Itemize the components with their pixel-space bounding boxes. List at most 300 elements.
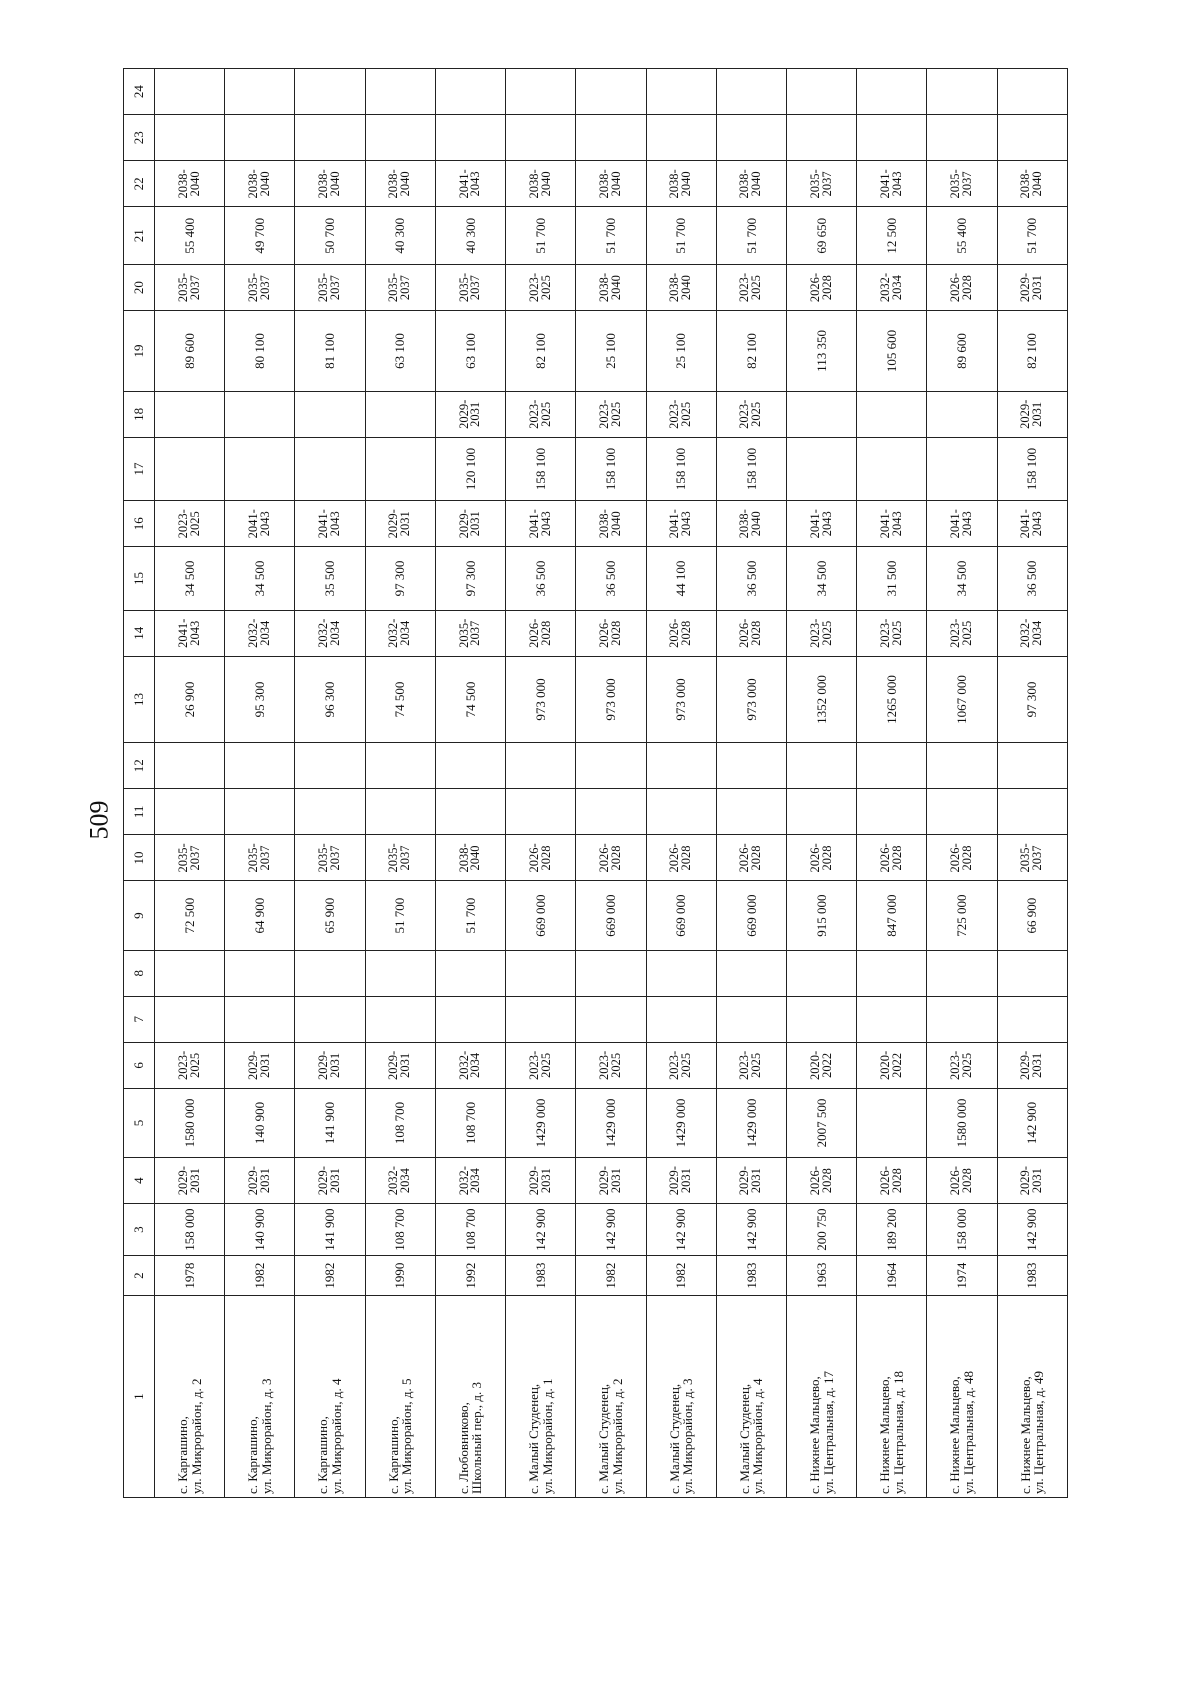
table-cell (225, 743, 295, 789)
table-cell: 2029- 2031 (576, 1158, 646, 1204)
table-cell: 2041- 2043 (786, 501, 856, 547)
table-cell: 2035- 2037 (927, 161, 997, 207)
column-header: 10 (124, 835, 155, 881)
address-cell: с. Каргашино, ул. Микрорайон, д. 3 (225, 1296, 295, 1498)
table-cell: 2035- 2037 (295, 835, 365, 881)
table-cell (295, 391, 365, 437)
table-cell: 35 500 (295, 547, 365, 610)
table-cell (155, 950, 225, 996)
table-cell: 66 900 (997, 881, 1067, 950)
address-cell: с. Каргашино, ул. Микрорайон, д. 4 (295, 1296, 365, 1498)
address-cell: с. Малый Студенец, ул. Микрорайон, д. 1 (506, 1296, 576, 1498)
table-cell: 158 100 (716, 437, 786, 500)
table-cell (365, 115, 435, 161)
table-cell: 2026- 2028 (927, 265, 997, 311)
table-cell: 36 500 (716, 547, 786, 610)
table-cell: 2029- 2031 (997, 265, 1067, 311)
address-cell: с. Малый Студенец, ул. Микрорайон, д. 2 (576, 1296, 646, 1498)
table-container (123, 68, 1200, 1494)
table-cell: 82 100 (716, 311, 786, 392)
table-cell: 2026- 2028 (927, 1158, 997, 1204)
table-cell: 2023- 2025 (927, 1042, 997, 1088)
table-cell (155, 437, 225, 500)
table-cell (295, 437, 365, 500)
table-cell: 65 900 (295, 881, 365, 950)
table-cell: 2023- 2025 (786, 610, 856, 656)
table-cell (155, 391, 225, 437)
table-cell (225, 996, 295, 1042)
table-cell: 82 100 (506, 311, 576, 392)
table-cell: 1982 (295, 1256, 365, 1296)
table-cell: 51 700 (997, 207, 1067, 265)
table-cell: 2023- 2025 (506, 391, 576, 437)
table-cell: 51 700 (365, 881, 435, 950)
table-cell: 1978 (155, 1256, 225, 1296)
table-cell: 1429 000 (506, 1088, 576, 1157)
table-cell: 2029- 2031 (435, 501, 505, 547)
table-row (435, 69, 505, 1498)
table-cell: 2026- 2028 (927, 835, 997, 881)
address-cell: с. Любовниково, Школьный пер., д. 3 (435, 1296, 505, 1498)
table-cell: 82 100 (997, 311, 1067, 392)
table-cell: 1580 000 (155, 1088, 225, 1157)
table-cell (435, 69, 505, 115)
table-cell (786, 996, 856, 1042)
table-cell: 2029- 2031 (295, 1158, 365, 1204)
table-cell: 2038- 2040 (365, 161, 435, 207)
table-row (716, 69, 786, 1498)
table-cell: 1990 (365, 1256, 435, 1296)
table-cell: 2041- 2043 (506, 501, 576, 547)
table-cell: 2023- 2025 (716, 265, 786, 311)
table-cell: 2026- 2028 (716, 835, 786, 881)
column-header: 18 (124, 391, 155, 437)
table-cell: 49 700 (225, 207, 295, 265)
table-cell: 2038- 2040 (576, 161, 646, 207)
column-header: 17 (124, 437, 155, 500)
table-cell: 34 500 (155, 547, 225, 610)
table-cell: 2029- 2031 (997, 391, 1067, 437)
table-cell: 2023- 2025 (506, 1042, 576, 1088)
table-cell (786, 437, 856, 500)
table-cell: 1992 (435, 1256, 505, 1296)
table-cell: 31 500 (857, 547, 927, 610)
table-cell: 2035- 2037 (435, 265, 505, 311)
table-cell: 108 700 (435, 1088, 505, 1157)
table-cell: 40 300 (365, 207, 435, 265)
table-cell: 25 100 (646, 311, 716, 392)
table-cell (155, 743, 225, 789)
table-row (155, 69, 225, 1498)
table-cell (295, 115, 365, 161)
table-cell: 2041- 2043 (295, 501, 365, 547)
table-cell (225, 115, 295, 161)
table-cell: 1580 000 (927, 1088, 997, 1157)
data-table (123, 68, 1068, 1498)
table-cell (857, 69, 927, 115)
table-cell: 113 350 (786, 311, 856, 392)
table-cell: 973 000 (506, 656, 576, 742)
table-cell: 120 100 (435, 437, 505, 500)
table-cell: 2038- 2040 (225, 161, 295, 207)
table-row (927, 69, 997, 1498)
table-cell: 2041- 2043 (997, 501, 1067, 547)
table-cell: 51 700 (435, 881, 505, 950)
table-cell: 26 900 (155, 656, 225, 742)
table-cell: 2035- 2037 (365, 835, 435, 881)
table-cell: 64 900 (225, 881, 295, 950)
table-cell: 12 500 (857, 207, 927, 265)
table-cell: 1982 (225, 1256, 295, 1296)
table-cell: 108 700 (365, 1204, 435, 1256)
table-cell (155, 115, 225, 161)
table-cell (576, 69, 646, 115)
table-cell: 2026- 2028 (506, 610, 576, 656)
table-cell: 105 600 (857, 311, 927, 392)
table-cell: 44 100 (646, 547, 716, 610)
table-cell: 34 500 (786, 547, 856, 610)
table-cell (155, 69, 225, 115)
table-cell: 2029- 2031 (646, 1158, 716, 1204)
table-cell: 2041- 2043 (857, 161, 927, 207)
table-cell: 51 700 (716, 207, 786, 265)
table-cell (435, 743, 505, 789)
table-cell: 2023- 2025 (716, 1042, 786, 1088)
table-cell (295, 950, 365, 996)
table-cell (716, 69, 786, 115)
table-cell: 158 000 (927, 1204, 997, 1256)
column-header: 16 (124, 501, 155, 547)
table-cell (716, 789, 786, 835)
table-cell: 50 700 (295, 207, 365, 265)
table-cell (506, 789, 576, 835)
table-cell (646, 789, 716, 835)
table-cell (997, 950, 1067, 996)
table-cell (295, 789, 365, 835)
table-cell: 189 200 (857, 1204, 927, 1256)
table-cell: 2041- 2043 (646, 501, 716, 547)
table-cell (225, 789, 295, 835)
table-cell (786, 69, 856, 115)
table-cell (506, 950, 576, 996)
table-cell (716, 743, 786, 789)
address-cell: с. Нижнее Мальцево, ул. Центральная, д. 17 (786, 1296, 856, 1498)
table-cell: 2032- 2034 (857, 265, 927, 311)
table-cell: 669 000 (716, 881, 786, 950)
table-cell: 669 000 (506, 881, 576, 950)
table-cell (646, 69, 716, 115)
table-cell: 1067 000 (927, 656, 997, 742)
table-cell: 158 100 (646, 437, 716, 500)
table-cell: 89 600 (155, 311, 225, 392)
table-cell: 2038- 2040 (997, 161, 1067, 207)
table-row (857, 69, 927, 1498)
table-cell: 973 000 (576, 656, 646, 742)
table-cell: 140 900 (225, 1204, 295, 1256)
table-row (365, 69, 435, 1498)
table-cell: 63 100 (435, 311, 505, 392)
table-cell: 2029- 2031 (225, 1158, 295, 1204)
table-cell: 141 900 (295, 1204, 365, 1256)
table-cell: 63 100 (365, 311, 435, 392)
table-cell: 2026- 2028 (576, 835, 646, 881)
address-cell: с. Нижнее Мальцево, ул. Центральная, д. 48 (927, 1296, 997, 1498)
table-cell: 1963 (786, 1256, 856, 1296)
table-cell: 72 500 (155, 881, 225, 950)
table-cell (857, 996, 927, 1042)
table-cell: 2020- 2022 (857, 1042, 927, 1088)
table-cell (365, 69, 435, 115)
table-cell: 2029- 2031 (997, 1042, 1067, 1088)
table-cell: 2023- 2025 (716, 391, 786, 437)
table-cell: 1429 000 (646, 1088, 716, 1157)
table-cell: 1982 (646, 1256, 716, 1296)
table-cell: 2023- 2025 (506, 265, 576, 311)
table-cell: 2035- 2037 (155, 835, 225, 881)
column-header: 14 (124, 610, 155, 656)
table-cell (365, 437, 435, 500)
table-cell: 158 100 (506, 437, 576, 500)
table-cell: 2029- 2031 (295, 1042, 365, 1088)
table-cell: 36 500 (997, 547, 1067, 610)
column-header: 7 (124, 996, 155, 1042)
table-cell: 2029- 2031 (435, 391, 505, 437)
table-cell: 55 400 (927, 207, 997, 265)
table-cell (927, 996, 997, 1042)
table-cell: 34 500 (225, 547, 295, 610)
table-cell: 2029- 2031 (365, 501, 435, 547)
table-cell: 142 900 (506, 1204, 576, 1256)
table-cell: 97 300 (997, 656, 1067, 742)
table-row (646, 69, 716, 1498)
table-cell: 51 700 (506, 207, 576, 265)
table-cell: 2026- 2028 (716, 610, 786, 656)
table-cell: 2023- 2025 (646, 391, 716, 437)
table-cell: 2035- 2037 (295, 265, 365, 311)
column-header: 2 (124, 1256, 155, 1296)
table-cell (716, 115, 786, 161)
address-cell: с. Каргашино, ул. Микрорайон, д. 5 (365, 1296, 435, 1498)
table-cell: 2035- 2037 (225, 835, 295, 881)
table-cell (927, 789, 997, 835)
table-cell: 2026- 2028 (646, 835, 716, 881)
column-header: 15 (124, 547, 155, 610)
table-cell (927, 437, 997, 500)
table-cell: 34 500 (927, 547, 997, 610)
table-cell (576, 996, 646, 1042)
table-cell: 2029- 2031 (155, 1158, 225, 1204)
table-cell: 2026- 2028 (646, 610, 716, 656)
table-cell: 2035- 2037 (786, 161, 856, 207)
table-cell: 36 500 (576, 547, 646, 610)
column-header: 6 (124, 1042, 155, 1088)
table-cell: 97 300 (365, 547, 435, 610)
table-cell: 2041- 2043 (225, 501, 295, 547)
table-cell (927, 391, 997, 437)
table-cell (225, 69, 295, 115)
table-cell: 2038- 2040 (295, 161, 365, 207)
table-cell (295, 69, 365, 115)
table-cell: 2026- 2028 (857, 1158, 927, 1204)
table-cell (225, 950, 295, 996)
table-cell (365, 950, 435, 996)
table-cell (225, 437, 295, 500)
address-cell: с. Малый Студенец, ул. Микрорайон, д. 4 (716, 1296, 786, 1498)
table-cell: 2026- 2028 (786, 265, 856, 311)
table-cell (927, 950, 997, 996)
table-cell (506, 996, 576, 1042)
table-cell: 2035- 2037 (155, 265, 225, 311)
table-cell: 2035- 2037 (997, 835, 1067, 881)
table-cell (716, 996, 786, 1042)
table-cell: 1983 (506, 1256, 576, 1296)
table-cell: 2032- 2034 (435, 1158, 505, 1204)
table-cell (155, 789, 225, 835)
table-cell (857, 391, 927, 437)
table-cell (857, 743, 927, 789)
table-cell (365, 996, 435, 1042)
table-cell: 2026- 2028 (786, 1158, 856, 1204)
table-row (786, 69, 856, 1498)
table-cell (786, 743, 856, 789)
table-cell: 847 000 (857, 881, 927, 950)
table-cell: 81 100 (295, 311, 365, 392)
table-cell: 200 750 (786, 1204, 856, 1256)
table-row (295, 69, 365, 1498)
table-cell: 669 000 (576, 881, 646, 950)
table-cell: 669 000 (646, 881, 716, 950)
table-cell: 80 100 (225, 311, 295, 392)
table-cell: 1982 (576, 1256, 646, 1296)
address-cell: с. Нижнее Мальцево, ул. Центральная, д. 49 (997, 1296, 1067, 1498)
column-header: 5 (124, 1088, 155, 1157)
column-header: 9 (124, 881, 155, 950)
table-cell: 142 900 (576, 1204, 646, 1256)
table-cell (435, 789, 505, 835)
table-cell (857, 1088, 927, 1157)
column-header: 3 (124, 1204, 155, 1256)
table-cell: 2023- 2025 (576, 391, 646, 437)
table-cell: 51 700 (576, 207, 646, 265)
table-cell: 158 100 (576, 437, 646, 500)
table-cell: 2029- 2031 (506, 1158, 576, 1204)
table-cell: 74 500 (435, 656, 505, 742)
table-cell: 2038- 2040 (716, 161, 786, 207)
table-cell: 2032- 2034 (997, 610, 1067, 656)
table-cell: 2023- 2025 (155, 501, 225, 547)
table-cell: 2041- 2043 (857, 501, 927, 547)
table-cell (997, 69, 1067, 115)
table-cell: 2023- 2025 (857, 610, 927, 656)
column-header: 20 (124, 265, 155, 311)
table-row (997, 69, 1067, 1498)
column-header: 23 (124, 115, 155, 161)
table-cell: 2026- 2028 (506, 835, 576, 881)
table-cell: 142 900 (716, 1204, 786, 1256)
table-cell: 51 700 (646, 207, 716, 265)
column-header: 11 (124, 789, 155, 835)
table-cell: 2032- 2034 (365, 1158, 435, 1204)
address-cell: с. Каргашино, ул. Микрорайон, д. 2 (155, 1296, 225, 1498)
table-cell (435, 996, 505, 1042)
table-cell: 2026- 2028 (786, 835, 856, 881)
column-header: 24 (124, 69, 155, 115)
table-cell: 74 500 (365, 656, 435, 742)
table-cell: 2029- 2031 (716, 1158, 786, 1204)
table-cell: 2032- 2034 (295, 610, 365, 656)
header-row (124, 69, 155, 1498)
table-cell: 2038- 2040 (646, 161, 716, 207)
table-cell: 36 500 (506, 547, 576, 610)
table-cell: 1974 (927, 1256, 997, 1296)
table-cell: 2029- 2031 (997, 1158, 1067, 1204)
table-cell: 2041- 2043 (927, 501, 997, 547)
table-row (506, 69, 576, 1498)
table-cell: 142 900 (646, 1204, 716, 1256)
table-cell (927, 743, 997, 789)
table-cell: 1983 (716, 1256, 786, 1296)
table-cell: 108 700 (435, 1204, 505, 1256)
table-cell: 2032- 2034 (435, 1042, 505, 1088)
table-cell: 2035- 2037 (435, 610, 505, 656)
table-cell (927, 69, 997, 115)
address-cell: с. Нижнее Мальцево, ул. Центральная, д. 18 (857, 1296, 927, 1498)
table-cell (365, 789, 435, 835)
table-cell: 2007 500 (786, 1088, 856, 1157)
table-cell: 2038- 2040 (506, 161, 576, 207)
table-cell (506, 115, 576, 161)
table-cell: 1352 000 (786, 656, 856, 742)
table-cell (786, 789, 856, 835)
table-cell: 1265 000 (857, 656, 927, 742)
table-cell: 158 000 (155, 1204, 225, 1256)
table-cell: 69 650 (786, 207, 856, 265)
table-cell: 2023- 2025 (927, 610, 997, 656)
table-cell: 2020- 2022 (786, 1042, 856, 1088)
table-cell: 158 100 (997, 437, 1067, 500)
table-cell: 2041- 2043 (435, 161, 505, 207)
column-header: 22 (124, 161, 155, 207)
table-cell: 1983 (997, 1256, 1067, 1296)
table-cell: 973 000 (716, 656, 786, 742)
table-cell: 95 300 (225, 656, 295, 742)
table-cell: 141 900 (295, 1088, 365, 1157)
table-cell: 2026- 2028 (857, 835, 927, 881)
table-cell: 2041- 2043 (155, 610, 225, 656)
table-cell (506, 743, 576, 789)
table-cell (576, 950, 646, 996)
table-cell (857, 950, 927, 996)
table-row (576, 69, 646, 1498)
table-cell (646, 743, 716, 789)
table-cell (786, 391, 856, 437)
column-header: 21 (124, 207, 155, 265)
table-cell: 1964 (857, 1256, 927, 1296)
table-cell (506, 69, 576, 115)
table-cell: 108 700 (365, 1088, 435, 1157)
table-cell: 2035- 2037 (225, 265, 295, 311)
table-cell (646, 950, 716, 996)
table-cell (365, 391, 435, 437)
table-cell (576, 115, 646, 161)
table-cell (786, 115, 856, 161)
column-header: 19 (124, 311, 155, 392)
table-cell: 915 000 (786, 881, 856, 950)
page-number: 509 (84, 800, 114, 840)
table-cell (646, 115, 716, 161)
table-cell (295, 743, 365, 789)
table-cell: 2023- 2025 (646, 1042, 716, 1088)
